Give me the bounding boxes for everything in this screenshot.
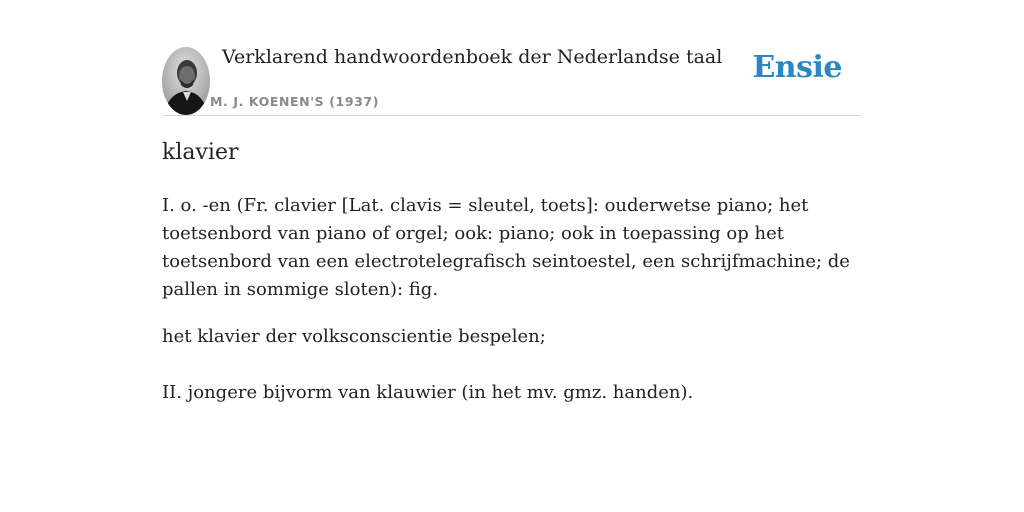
dictionary-title: Verklarend handwoordenboek der Nederlandse taal bbox=[222, 46, 723, 68]
page-container bbox=[162, 0, 862, 403]
example-paragraph: het klavier der volksconscientie bespelen; bbox=[162, 326, 546, 347]
dictionary-header bbox=[162, 0, 862, 116]
dictionary-subtitle: M. J. KOENEN'S (1937) bbox=[210, 94, 380, 109]
author-portrait-icon bbox=[162, 47, 210, 115]
definition-paragraph-1: I. o. -en (Fr. clavier [Lat. clavis = sleutel, toets]: ouderwetse piano; het toetsenbord van piano of orgel; ook: piano; ook in toepassing op het toetsenbord van een electrotelegrafisch seintoestel, een schrijfmachine; de pallen in sommige sloten): fig. bbox=[162, 195, 850, 300]
definition-paragraph-2: II. jongere bijvorm van klauwier (in het mv. gmz. handen). bbox=[162, 382, 694, 403]
brand-logo-link[interactable]: Ensie bbox=[752, 50, 842, 85]
headword: klavier bbox=[162, 140, 239, 165]
